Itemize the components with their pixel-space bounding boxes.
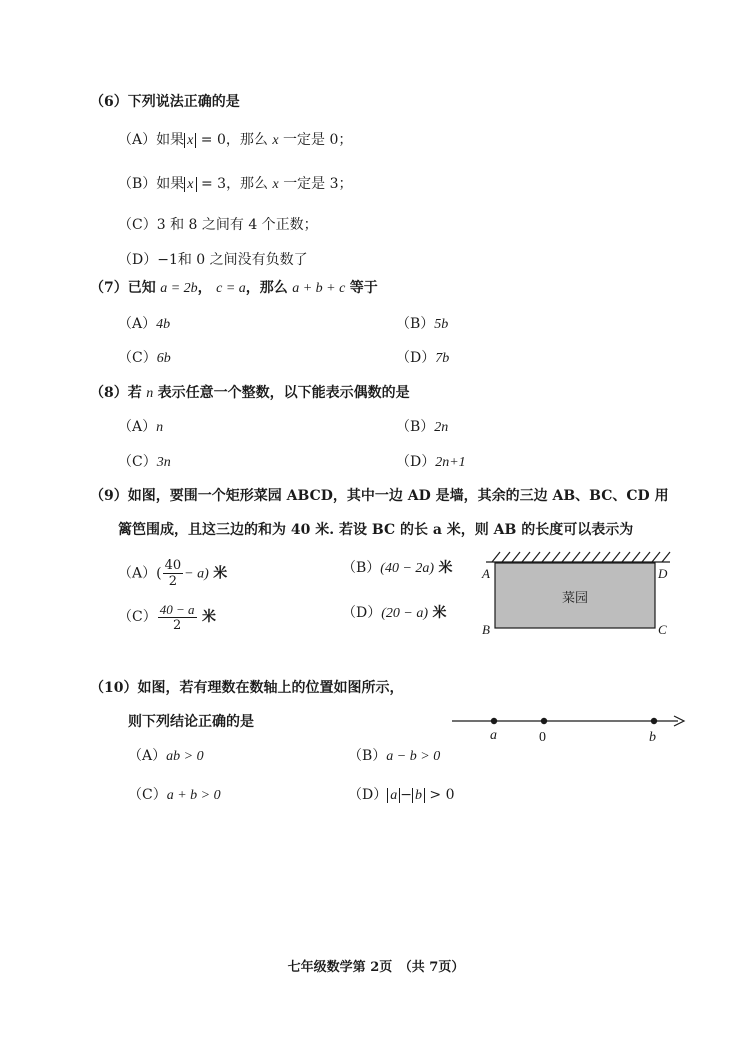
q10-option-a: （A）ab > 0 bbox=[128, 748, 204, 764]
q10-option-c: （C）a + b > 0 bbox=[128, 787, 221, 803]
q9-a-fraction: $\frac{40}{2}$ bbox=[164, 558, 182, 589]
q10-option-b: （B）a − b > 0 bbox=[348, 748, 441, 764]
q7-option-a: （A）4b bbox=[118, 316, 171, 332]
number-line-figure bbox=[448, 708, 688, 748]
q8-option-d: （D）2n+1 bbox=[396, 454, 466, 470]
q8-option-b: （B）2n bbox=[396, 419, 449, 435]
vertex-d-label: D bbox=[658, 566, 668, 581]
q9-option-a: （A）( $\frac{40}{2}$ − a) 米 bbox=[118, 558, 228, 589]
q7-option-d: （D）7b bbox=[396, 350, 450, 366]
point-b-label: b bbox=[649, 730, 656, 745]
q9-stem-line1: （9）如图，要围一个矩形菜园 ABCD，其中一边 AD 是墙，其余的三边 AB、BC、CD 用 bbox=[90, 488, 669, 504]
q10-stem-line1: （10）如图，若有理数在数轴上的位置如图所示， bbox=[90, 680, 404, 696]
q6-stem: （6）下列说法正确的是 bbox=[90, 94, 240, 110]
q7-stem: （7）已知 a = 2b， c = a，那么 a + b + c 等于 bbox=[90, 280, 378, 296]
q8-stem: （8）若 n 表示任意一个整数，以下能表示偶数的是 bbox=[90, 385, 410, 401]
q10-option-d: （D） a − b > 0 bbox=[348, 787, 455, 803]
point-a bbox=[491, 718, 497, 724]
q6-option-c: （C）3 和 8 之间有 4 个正数； bbox=[118, 217, 318, 233]
q10-stem-line2: 则下列结论正确的是 bbox=[128, 714, 254, 730]
point-b bbox=[651, 718, 657, 724]
q9-option-c: （C） $\frac{40 - a}{2}$ 米 bbox=[118, 601, 216, 633]
q9-option-d: （D）(20 − a) 米 bbox=[342, 605, 447, 621]
q7-option-c: （C）6b bbox=[118, 350, 171, 366]
q6-option-b: （B）如果 x = 3，那么 x 一定是 3； bbox=[118, 176, 353, 192]
point-zero-label: 0 bbox=[539, 730, 546, 745]
garden-figure bbox=[478, 548, 676, 642]
q8-option-a: （A）n bbox=[118, 419, 164, 435]
q7-option-b: （B）5b bbox=[396, 316, 449, 332]
q6-option-d: （D）−1和 0 之间没有负数了 bbox=[118, 252, 308, 268]
wall-hatching bbox=[486, 552, 670, 562]
q6-option-a: （A）如果 x = 0，那么 x 一定是 0； bbox=[118, 132, 353, 148]
vertex-b-label: B bbox=[482, 622, 490, 637]
q9-option-b: （B）(40 − 2a) 米 bbox=[342, 560, 453, 576]
garden-label: 菜园 bbox=[561, 590, 589, 605]
page-footer: 七年级数学第 2页 （共 7页） bbox=[287, 960, 465, 975]
q9-stem-line2: 篱笆围成，且这三边的和为 40 米. 若设 BC 的长 a 米，则 AB 的长度可以表示为 bbox=[118, 522, 634, 538]
vertex-a-label: A bbox=[482, 566, 490, 581]
q9-c-fraction: $\frac{40 - a}{2}$ bbox=[159, 601, 195, 633]
point-a-label: a bbox=[490, 728, 497, 743]
q8-option-c: （C）3n bbox=[118, 454, 171, 470]
vertex-c-label: C bbox=[658, 622, 667, 637]
point-zero bbox=[541, 718, 547, 724]
